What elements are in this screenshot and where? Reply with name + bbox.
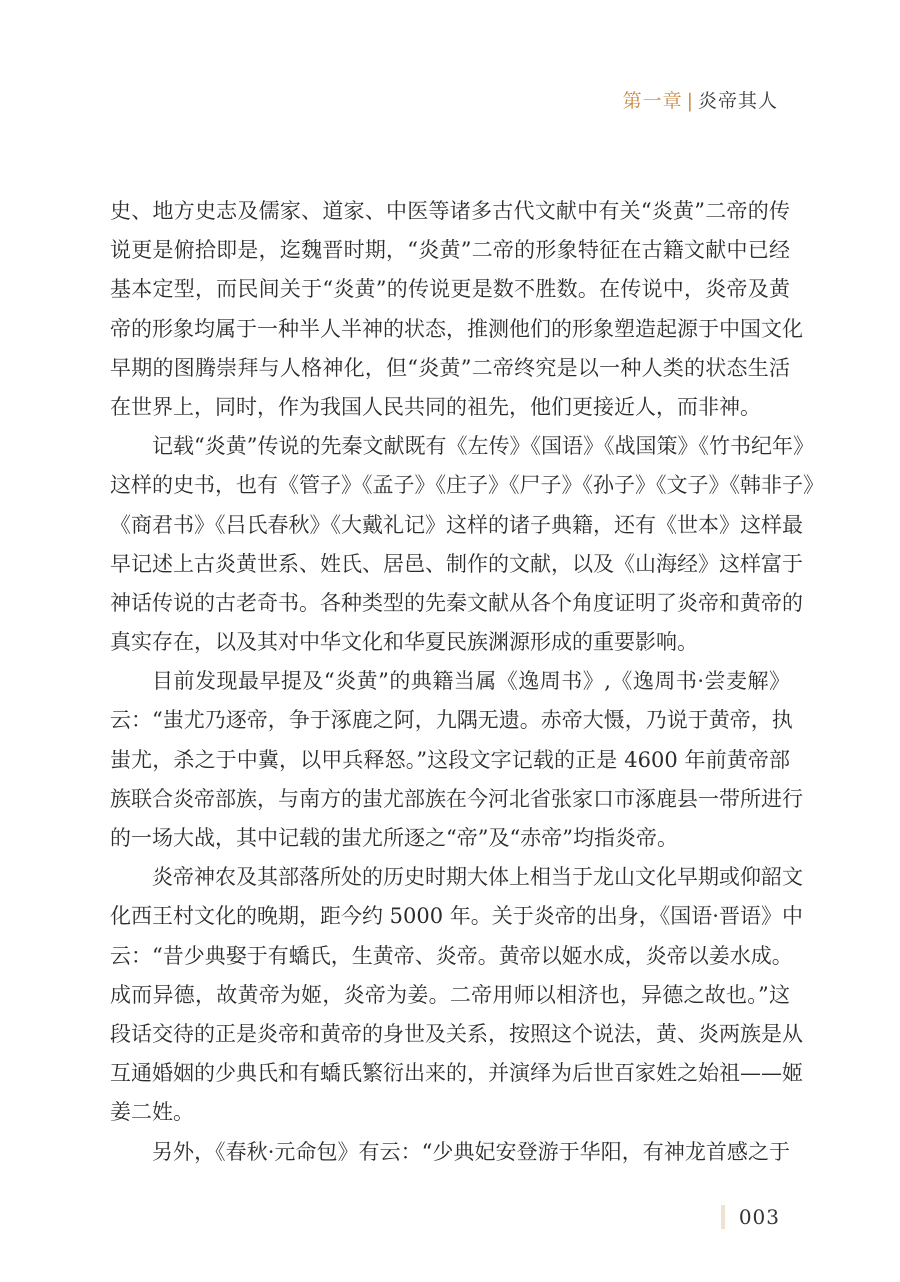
- text-line: 互通婚姻的少典氏和有蟜氏繁衍出来的，并演绎为后世百家姓之始祖——姬: [110, 1061, 803, 1086]
- text-line: 史、地方史志及儒家、道家、中医等诸多古代文献中有关“炎黄”二帝的传: [110, 199, 790, 223]
- text-line: 成而异德，故黄帝为姬，炎帝为姜。二帝用师以相济也，异德之故也。”这: [110, 982, 790, 1007]
- text-line: 在世界上，同时，作为我国人民共同的祖先，他们更接近人，而非神。: [110, 394, 761, 419]
- chapter-title: 炎帝其人: [697, 90, 778, 112]
- text-line: 早记述上古炎黄世系、姓氏、居邑、制作的文献，以及《山海经》这样富于: [110, 551, 803, 576]
- page-number: 003: [738, 1205, 780, 1229]
- text-line: 另外，《春秋·元命包》有云：“少典妃安登游于华阳，有神龙首感之于: [152, 1139, 790, 1164]
- text-line: 记载“炎黄”传说的先秦文献既有《左传》《国语》《战国策》《竹书纪年》: [152, 434, 814, 459]
- text-line: 蚩尤，杀之于中冀，以甲兵释怒。”这段文字记载的正是 4600 年前黄帝部: [110, 747, 790, 772]
- text-line: 段话交待的正是炎帝和黄帝的身世及关系，按照这个说法，黄、炎两族是从: [110, 1021, 803, 1046]
- text-line: 这样的史书，也有《管子》《孟子》《庄子》《尸子》《孙子》《文子》《韩非子》: [110, 473, 824, 498]
- text-line: 炎帝神农及其部落所处的历史时期大体上相当于龙山文化早期或仰韶文: [152, 865, 803, 890]
- page-footer: [721, 1205, 780, 1229]
- header-divider: |: [686, 90, 694, 112]
- chapter-number: 第一章: [622, 90, 683, 112]
- text-line: 云：“蚩尤乃逐帝，争于涿鹿之阿，九隅无遗。赤帝大慑，乃说于黄帝，执: [110, 708, 793, 733]
- text-line: 基本定型，而民间关于“炎黄”的传说更是数不胜数。在传说中，炎帝及黄: [110, 277, 790, 302]
- text-line: 的一场大战，其中记载的蚩尤所逐之“帝”及“赤帝”均指炎帝。: [110, 826, 678, 850]
- text-line: 目前发现最早提及“炎黄”的典籍当属《逸周书》,《逸周书·尝麦解》: [152, 669, 790, 694]
- text-line: 化西王村文化的晚期，距今约 5000 年。关于炎帝的出身，《国语·晋语》中: [110, 904, 803, 929]
- text-line: 族联合炎帝部族，与南方的蚩尤部族在今河北省张家口市涿鹿县一带所进行: [110, 786, 803, 811]
- footer-accent-bar: [721, 1205, 725, 1229]
- text-line: 早期的图腾崇拜与人格神化，但“炎黄”二帝终究是以一种人类的状态生活: [110, 355, 790, 380]
- text-line: 姜二姓。: [110, 1100, 194, 1125]
- text-line: 云：“昔少典娶于有蟜氏，生黄帝、炎帝。黄帝以姬水成，炎帝以姜水成。: [110, 943, 793, 968]
- running-header: [623, 86, 778, 113]
- text-line: 神话传说的古老奇书。各种类型的先秦文献从各个角度证明了炎帝和黄帝的: [110, 590, 803, 615]
- text-line: 帝的形象均属于一种半人半神的状态，推测他们的形象塑造起源于中国文化: [110, 316, 803, 341]
- text-line: 真实存在，以及其对中华文化和华夏民族渊源形成的重要影响。: [110, 630, 698, 655]
- text-line: 说更是俯拾即是，迄魏晋时期，“炎黄”二帝的形象特征在古籍文献中已经: [110, 238, 790, 263]
- text-line: 《商君书》《吕氏春秋》《大戴礼记》这样的诸子典籍，还有《世本》这样最: [110, 512, 803, 537]
- body-text: [110, 192, 824, 1172]
